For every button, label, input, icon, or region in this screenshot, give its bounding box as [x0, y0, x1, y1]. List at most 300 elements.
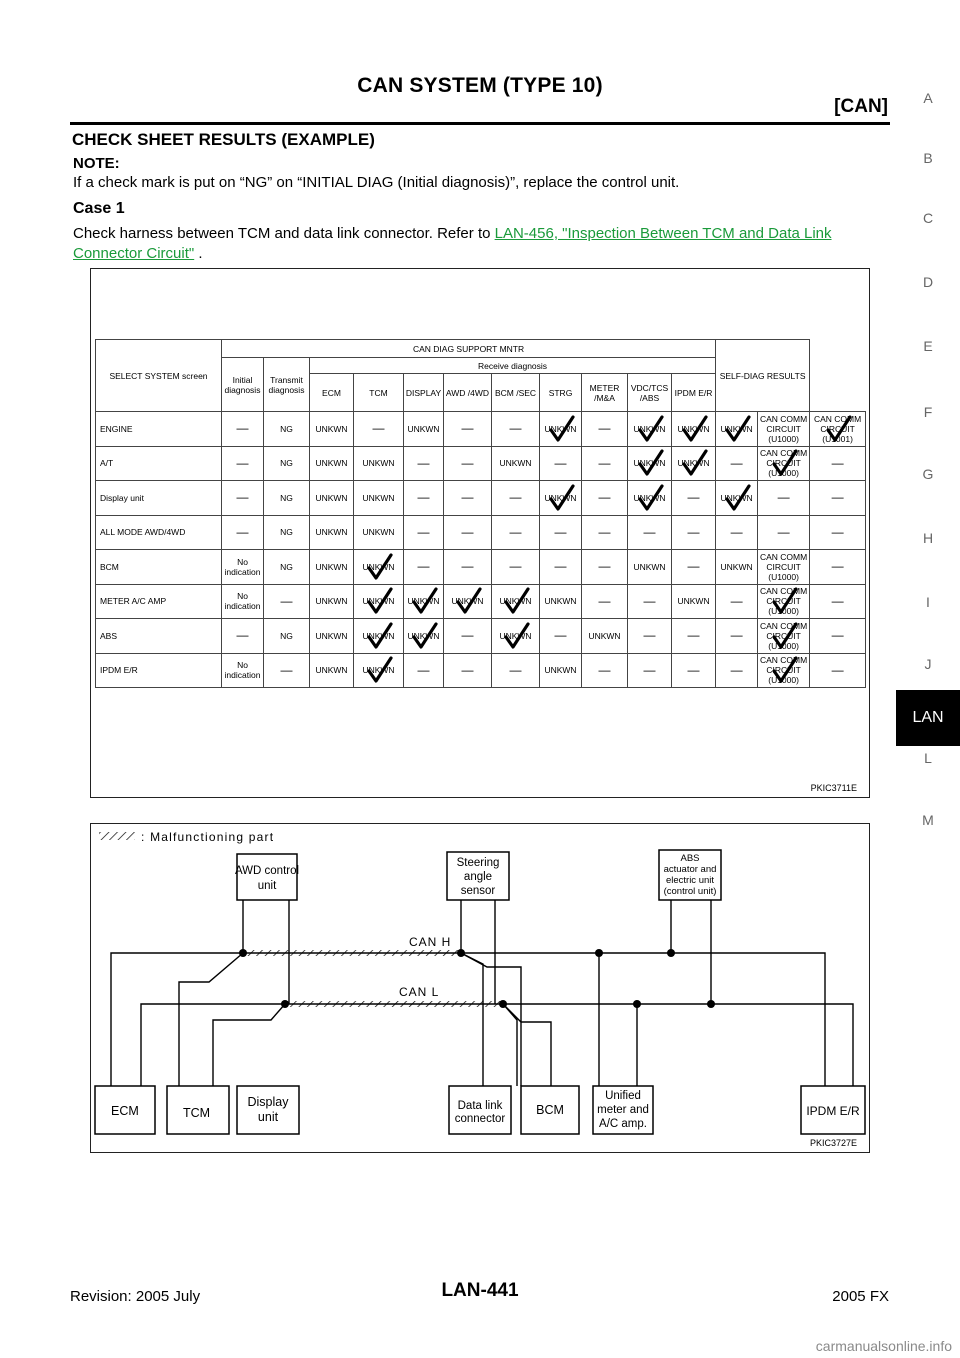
- svg-text:ECM: ECM: [111, 1104, 139, 1118]
- cell-value: UNKWN: [677, 423, 710, 434]
- cell-value: UNKWN: [362, 561, 395, 572]
- table-cell: [354, 446, 404, 481]
- cell-value: UNKWN: [544, 423, 577, 434]
- cell-value: —: [554, 559, 567, 574]
- cell-value: NG: [280, 561, 293, 572]
- table-cell: [628, 550, 672, 585]
- receive-diagnosis-header: Receive diagnosis: [310, 358, 716, 374]
- can-l-label: CAN L: [399, 985, 440, 999]
- cell-value: UNKWN: [315, 423, 348, 434]
- table-cell: [672, 619, 716, 654]
- footer-revision: Revision: 2005 July: [70, 1288, 201, 1305]
- cell-value: —: [554, 628, 567, 643]
- cell-value: —: [417, 490, 430, 505]
- table-cell: [264, 412, 310, 447]
- awd-control-unit: [235, 854, 299, 900]
- table-cell: [310, 619, 354, 654]
- cell-value: UNKWN: [544, 665, 577, 676]
- side-index-tab[interactable]: B: [923, 150, 933, 166]
- table-cell: [404, 550, 444, 585]
- cell-value: UNKWN: [499, 596, 532, 607]
- cell-value: CAN COMM CIRCUIT (U1001): [813, 413, 862, 444]
- svg-text:Steering: Steering: [456, 857, 500, 869]
- cell-value: UNKWN: [588, 630, 621, 641]
- table-cell: [540, 446, 582, 481]
- table-cell: [540, 653, 582, 688]
- cell-value: —: [417, 455, 430, 470]
- can-diag-header: CAN DIAG SUPPORT MNTR: [222, 340, 716, 358]
- table-cell: [540, 550, 582, 585]
- cell-value: UNKWN: [451, 596, 484, 607]
- table-cell: [810, 446, 866, 481]
- cell-value: UNKWN: [362, 665, 395, 676]
- table-cell: [264, 550, 310, 585]
- side-index-tab[interactable]: A: [923, 90, 933, 106]
- svg-text:Unified: Unified: [605, 1090, 641, 1102]
- table-cell: [716, 584, 758, 619]
- table-cell: [492, 619, 540, 654]
- side-index-tab[interactable]: M: [922, 812, 934, 828]
- table-cell: [222, 619, 264, 654]
- cell-value: CAN COMM CIRCUIT (U1000): [759, 620, 808, 651]
- table-cell: [582, 584, 628, 619]
- case-title: Case 1: [73, 200, 125, 217]
- table-cell: [354, 584, 404, 619]
- table-row: [96, 515, 866, 550]
- cell-value: UNKWN: [315, 665, 348, 676]
- cell-value: —: [461, 524, 474, 539]
- cell-value: —: [372, 421, 385, 436]
- cell-value: —: [554, 455, 567, 470]
- table-cell: [354, 619, 404, 654]
- page-title: CAN SYSTEM (TYPE 10): [357, 74, 603, 97]
- cell-value: —: [554, 524, 567, 539]
- cell-value: —: [831, 559, 844, 574]
- table-cell: [222, 653, 264, 688]
- side-index-tab[interactable]: H: [922, 530, 934, 546]
- self-diag-header: SELF-DIAG RESULTS: [716, 340, 810, 412]
- table-cell: [810, 515, 866, 550]
- table-cell: [444, 515, 492, 550]
- cell-value: —: [461, 628, 474, 643]
- table-cell: [628, 619, 672, 654]
- table-cell: [540, 619, 582, 654]
- svg-text:BCM: BCM: [536, 1103, 564, 1117]
- table-cell: [444, 584, 492, 619]
- cell-value: UNKWN: [315, 492, 348, 503]
- table-cell: [582, 481, 628, 516]
- table-cell: [540, 481, 582, 516]
- cell-value: —: [236, 455, 249, 470]
- side-index-tab[interactable]: C: [922, 210, 934, 226]
- svg-text:angle: angle: [463, 871, 493, 883]
- cell-value: UNKWN: [677, 596, 710, 607]
- svg-text:meter and: meter and: [597, 1104, 649, 1116]
- ipdm-er-unit: [801, 1086, 865, 1134]
- cell-value: NG: [280, 458, 293, 469]
- table-cell: [672, 584, 716, 619]
- cell-value: NG: [280, 492, 293, 503]
- table-cell: [758, 550, 810, 585]
- table-cell: [672, 550, 716, 585]
- table-cell: [582, 619, 628, 654]
- side-index-tab[interactable]: I: [926, 594, 930, 610]
- splice-dots: [239, 949, 715, 1008]
- cell-value: CAN COMM CIRCUIT (U1000): [759, 586, 808, 617]
- table-cell: [264, 619, 310, 654]
- table-cell: [444, 653, 492, 688]
- svg-text:sensor: sensor: [460, 885, 496, 897]
- receive-column-header: VDC/TCS /ABS: [628, 374, 672, 412]
- system-name: METER A/C AMP: [96, 584, 222, 619]
- cell-value: NG: [280, 423, 293, 434]
- data-link-connector: [449, 1086, 511, 1134]
- cell-value: —: [687, 662, 700, 677]
- table-cell: [716, 550, 758, 585]
- svg-text:unit: unit: [257, 880, 277, 892]
- cell-value: —: [598, 421, 611, 436]
- cell-value: —: [643, 593, 656, 608]
- side-index-tab[interactable]: J: [924, 656, 932, 672]
- reference-link[interactable]: LAN-456, "Inspection Between TCM and Data Link Connector Circuit": [73, 225, 832, 262]
- table-cell: [264, 653, 310, 688]
- table-cell: [264, 515, 310, 550]
- svg-text:(control unit): (control unit): [663, 886, 717, 897]
- cell-value: —: [687, 524, 700, 539]
- table-cell: [404, 619, 444, 654]
- cell-value: —: [461, 559, 474, 574]
- cell-value: UNKWN: [362, 492, 395, 503]
- side-index-tab[interactable]: G: [922, 466, 934, 482]
- cell-value: CAN COMM CIRCUIT (U1000): [759, 551, 808, 582]
- table-cell: [222, 550, 264, 585]
- cell-value: —: [730, 628, 743, 643]
- table-cell: [444, 412, 492, 447]
- cell-value: —: [461, 421, 474, 436]
- table-cell: [716, 446, 758, 481]
- svg-text:ABS: ABS: [680, 853, 700, 864]
- table-cell: [404, 515, 444, 550]
- legend-hatch: [99, 832, 135, 840]
- cell-value: UNKWN: [720, 561, 753, 572]
- table-cell: [222, 412, 264, 447]
- table-cell: [716, 515, 758, 550]
- note-text: If a check mark is put on “NG” on “INITIAL DIAG (Initial diagnosis)”, replace the control unit.: [73, 174, 680, 191]
- cell-value: —: [461, 455, 474, 470]
- cell-value: UNKWN: [407, 596, 440, 607]
- cell-value: —: [643, 662, 656, 677]
- table-cell: [716, 481, 758, 516]
- cell-value: UNKWN: [315, 596, 348, 607]
- svg-text:actuator and: actuator and: [663, 864, 717, 875]
- table-cell: [404, 446, 444, 481]
- system-name: IPDM E/R: [96, 653, 222, 688]
- cell-value: —: [831, 524, 844, 539]
- table-cell: [492, 515, 540, 550]
- cell-value: —: [598, 455, 611, 470]
- unified-meter-unit: [593, 1086, 653, 1134]
- cell-value: —: [509, 662, 522, 677]
- table-cell: [404, 584, 444, 619]
- table-cell: [758, 619, 810, 654]
- svg-text:Data link: Data link: [457, 1100, 503, 1112]
- table-cell: [810, 653, 866, 688]
- table-row: [96, 446, 866, 481]
- cell-value: —: [598, 559, 611, 574]
- cell-value: CAN COMM CIRCUIT (U1000): [759, 655, 808, 686]
- table-cell: [354, 481, 404, 516]
- cell-value: UNKWN: [633, 561, 666, 572]
- section-tag: [CAN]: [834, 96, 888, 117]
- table-cell: [404, 412, 444, 447]
- table-cell: [672, 515, 716, 550]
- cell-value: No indication: [224, 556, 261, 577]
- cell-value: —: [509, 559, 522, 574]
- table-cell: [492, 446, 540, 481]
- case-description: Check harness between TCM and data link connector. Refer to: [73, 225, 491, 242]
- cell-value: —: [236, 490, 249, 505]
- cell-value: UNKWN: [362, 458, 395, 469]
- cell-value: UNKWN: [499, 458, 532, 469]
- table-cell: [404, 653, 444, 688]
- cell-value: —: [236, 628, 249, 643]
- cell-value: UNKWN: [544, 492, 577, 503]
- table-cell: [222, 584, 264, 619]
- table-cell: [444, 481, 492, 516]
- abs-control-unit: [659, 850, 721, 900]
- cell-value: UNKWN: [633, 492, 666, 503]
- check-sheet-figure: [90, 268, 870, 798]
- table-cell: [628, 412, 672, 447]
- display-unit: [237, 1086, 299, 1134]
- table-cell: [628, 481, 672, 516]
- table-cell: [310, 481, 354, 516]
- can-l-line: [141, 900, 853, 1086]
- svg-text:Display: Display: [247, 1095, 289, 1109]
- table-cell: [672, 653, 716, 688]
- tcm-unit: [167, 1086, 229, 1134]
- system-name: A/T: [96, 446, 222, 481]
- cell-value: —: [417, 524, 430, 539]
- table-cell: [582, 412, 628, 447]
- cell-value: —: [461, 490, 474, 505]
- cell-value: —: [831, 593, 844, 608]
- legend-text: : Malfunctioning part: [141, 830, 275, 844]
- cell-value: —: [730, 524, 743, 539]
- table-cell: [758, 446, 810, 481]
- table-cell: [810, 619, 866, 654]
- table-cell: [492, 653, 540, 688]
- cell-value: —: [417, 559, 430, 574]
- receive-column-header: BCM /SEC: [492, 374, 540, 412]
- table-cell: [310, 446, 354, 481]
- table-cell: [672, 481, 716, 516]
- cell-value: —: [509, 421, 522, 436]
- table-cell: [810, 412, 866, 447]
- table-cell: [264, 481, 310, 516]
- svg-text:TCM: TCM: [183, 1106, 211, 1120]
- cell-value: UNKWN: [633, 423, 666, 434]
- table-cell: [758, 515, 810, 550]
- table-cell: [354, 412, 404, 447]
- table-cell: [354, 515, 404, 550]
- cell-value: —: [687, 628, 700, 643]
- table-cell: [310, 515, 354, 550]
- table-cell: [492, 481, 540, 516]
- diagnosis-table: [95, 339, 866, 688]
- cell-value: —: [280, 662, 293, 677]
- footer-page-number: LAN-441: [441, 1280, 519, 1301]
- cell-value: —: [831, 662, 844, 677]
- cell-value: UNKWN: [362, 630, 395, 641]
- system-name: ABS: [96, 619, 222, 654]
- can-network-diagram: [91, 824, 871, 1154]
- cell-value: —: [417, 662, 430, 677]
- steering-angle-sensor: [447, 852, 509, 900]
- cell-value: —: [777, 490, 790, 505]
- cell-value: —: [730, 593, 743, 608]
- cell-value: —: [598, 593, 611, 608]
- table-cell: [540, 515, 582, 550]
- note-label: NOTE:: [73, 155, 120, 172]
- table-cell: [672, 446, 716, 481]
- table-cell: [444, 446, 492, 481]
- cell-value: No indication: [224, 660, 261, 681]
- ecm-unit: [95, 1086, 155, 1134]
- cell-value: —: [643, 628, 656, 643]
- cell-value: —: [831, 490, 844, 505]
- table-cell: [716, 619, 758, 654]
- section-heading: CHECK SHEET RESULTS (EXAMPLE): [72, 130, 375, 149]
- svg-text:connector: connector: [454, 1113, 506, 1125]
- table-cell: [672, 412, 716, 447]
- table-cell: [540, 584, 582, 619]
- table-cell: [716, 412, 758, 447]
- table-cell: [582, 653, 628, 688]
- footer-model: 2005 FX: [832, 1288, 889, 1305]
- table-cell: [628, 653, 672, 688]
- cell-value: UNKWN: [362, 527, 395, 538]
- side-index-tab[interactable]: D: [922, 274, 934, 290]
- receive-column-header: IPDM E/R: [672, 374, 716, 412]
- cell-value: UNKWN: [720, 423, 753, 434]
- table-cell: [354, 653, 404, 688]
- bcm-unit: [521, 1086, 579, 1134]
- receive-column-header: ECM: [310, 374, 354, 412]
- table-cell: [264, 584, 310, 619]
- system-name: BCM: [96, 550, 222, 585]
- initial-diagnosis-header: Initial diagnosis: [222, 358, 264, 412]
- table-cell: [758, 584, 810, 619]
- side-index-tab[interactable]: F: [923, 404, 933, 420]
- cell-value: UNKWN: [720, 492, 753, 503]
- table-cell: [310, 584, 354, 619]
- cell-value: —: [509, 490, 522, 505]
- cell-value: —: [598, 662, 611, 677]
- table-cell: [492, 550, 540, 585]
- system-name: Display unit: [96, 481, 222, 516]
- side-index-tab[interactable]: L: [924, 750, 932, 766]
- cell-value: —: [280, 593, 293, 608]
- cell-value: —: [461, 662, 474, 677]
- system-name: ENGINE: [96, 412, 222, 447]
- cell-value: —: [831, 455, 844, 470]
- table-row: [96, 584, 866, 619]
- case-tail: .: [194, 245, 203, 262]
- cell-value: UNKWN: [677, 458, 710, 469]
- table-cell: [444, 550, 492, 585]
- table-cell: [582, 446, 628, 481]
- can-h-label: CAN H: [409, 935, 452, 949]
- select-system-header: SELECT SYSTEM screen: [96, 340, 222, 412]
- table-cell: [810, 550, 866, 585]
- cell-value: —: [598, 490, 611, 505]
- cell-value: UNKWN: [407, 630, 440, 641]
- cell-value: —: [687, 490, 700, 505]
- table-cell: [810, 584, 866, 619]
- cell-value: —: [509, 524, 522, 539]
- can-h-line: [111, 900, 825, 1086]
- cell-value: UNKWN: [315, 458, 348, 469]
- table-cell: [582, 550, 628, 585]
- table-cell: [758, 412, 810, 447]
- cell-value: —: [730, 455, 743, 470]
- cell-value: —: [687, 559, 700, 574]
- cell-value: UNKWN: [499, 630, 532, 641]
- table-cell: [540, 412, 582, 447]
- cell-value: NG: [280, 527, 293, 538]
- svg-text:AWD control: AWD control: [234, 865, 300, 877]
- svg-text:electric unit: electric unit: [665, 875, 715, 886]
- cell-value: UNKWN: [362, 596, 395, 607]
- cell-value: UNKWN: [315, 630, 348, 641]
- side-index-active-tab[interactable]: LAN: [896, 690, 960, 746]
- table-row: [96, 619, 866, 654]
- table-cell: [404, 481, 444, 516]
- receive-column-header: AWD /4WD: [444, 374, 492, 412]
- side-index-tab[interactable]: E: [923, 338, 933, 354]
- system-name: ALL MODE AWD/4WD: [96, 515, 222, 550]
- table-cell: [492, 412, 540, 447]
- svg-text:IPDM E/R: IPDM E/R: [806, 1104, 860, 1118]
- watermark: carmanualsonline.info: [815, 1338, 952, 1354]
- table-cell: [810, 481, 866, 516]
- table-cell: [310, 412, 354, 447]
- figure-code: PKIC3727E: [809, 1138, 857, 1148]
- table-cell: [222, 481, 264, 516]
- cell-value: UNKWN: [633, 458, 666, 469]
- cell-value: —: [236, 421, 249, 436]
- header-rule: [70, 122, 890, 125]
- table-cell: [354, 550, 404, 585]
- table-cell: [758, 653, 810, 688]
- table-cell: [716, 653, 758, 688]
- cell-value: UNKWN: [315, 561, 348, 572]
- table-cell: [492, 584, 540, 619]
- receive-column-header: DISPLAY: [404, 374, 444, 412]
- receive-column-header: STRG: [540, 374, 582, 412]
- cell-value: CAN COMM CIRCUIT (U1000): [759, 448, 808, 479]
- table-cell: [628, 446, 672, 481]
- table-row: [96, 481, 866, 516]
- cell-value: —: [236, 524, 249, 539]
- table-cell: [758, 481, 810, 516]
- table-row: [96, 550, 866, 585]
- cell-value: UNKWN: [315, 527, 348, 538]
- table-cell: [582, 515, 628, 550]
- table-cell: [222, 515, 264, 550]
- cell-value: No indication: [224, 591, 261, 612]
